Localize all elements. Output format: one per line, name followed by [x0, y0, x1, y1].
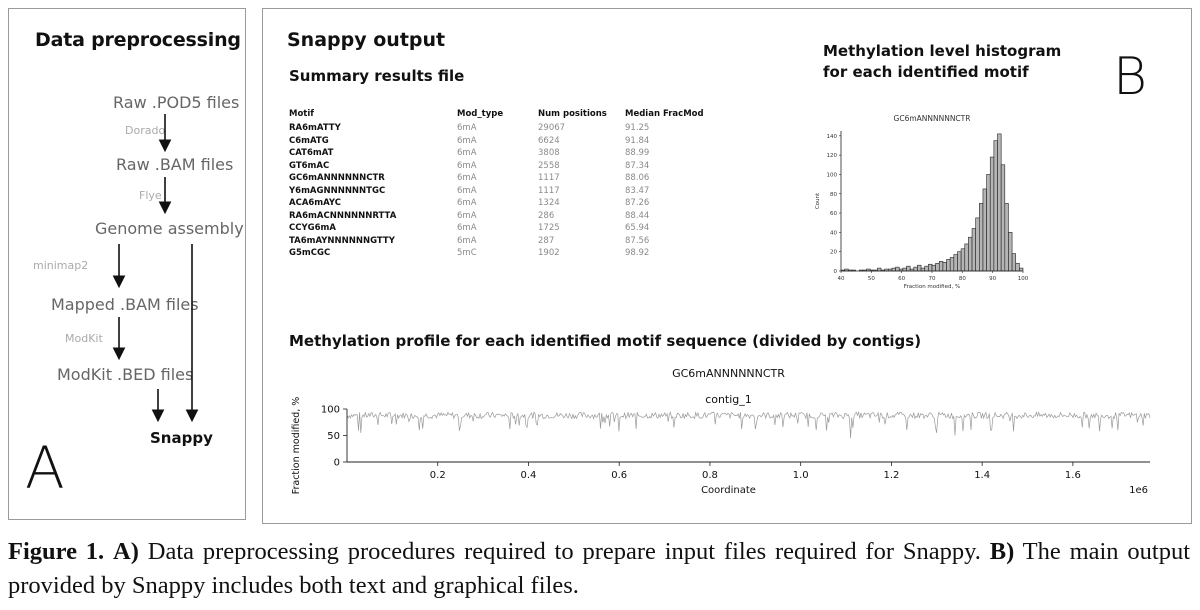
median-fracmod-cell: 98.92 [625, 248, 650, 259]
histogram-bar [921, 268, 925, 271]
histogram-title-line1: Methylation level histogram [823, 42, 1062, 60]
step-raw-pod5: Raw .POD5 files [113, 93, 240, 112]
panel-a [8, 8, 246, 520]
mod-type-cell: 5mC [457, 248, 477, 259]
table-row [289, 222, 705, 235]
histogram-y-tick-label: 60 [830, 211, 837, 218]
num-positions-cell: 1725 [538, 223, 560, 234]
num-positions-cell: 1324 [538, 198, 560, 209]
num-positions-cell: 1117 [538, 173, 560, 184]
profile-series-line [347, 412, 1150, 438]
step-mapped-bam: Mapped .BAM files [51, 295, 199, 314]
num-positions-cell: 3808 [538, 148, 560, 159]
num-positions-cell: 1117 [538, 185, 560, 196]
histogram-plot-title: GC6mANNNNNNCTR [893, 114, 971, 123]
median-fracmod-cell: 87.56 [625, 235, 650, 246]
histogram-y-tick-label: 80 [830, 191, 837, 198]
profile-x-scale-label: 1e6 [1129, 485, 1148, 496]
histogram-bar [943, 262, 947, 271]
histogram-bar [892, 268, 896, 271]
histogram-bar [976, 218, 980, 271]
histogram-bar [947, 259, 951, 271]
median-fracmod-cell: 87.34 [625, 160, 650, 171]
histogram-y-label: Count [815, 192, 821, 210]
profile-y-tick-label: 50 [327, 431, 340, 442]
histogram-bar [936, 263, 940, 271]
mod-type-cell: 6mA [457, 198, 477, 209]
mod-type-cell: 6mA [457, 135, 477, 146]
histogram-bar [990, 157, 994, 271]
motif-cell: TA6mAYNNNNNNGTTY [289, 235, 395, 246]
motif-cell: GT6mAC [289, 160, 330, 171]
histogram-y-tick-label: 100 [826, 172, 837, 179]
histogram-bar [1005, 203, 1009, 271]
histogram-bar [961, 249, 965, 271]
histogram-bar [932, 265, 936, 271]
histogram-bar [877, 268, 881, 271]
step-genome-assembly: Genome assembly [95, 219, 244, 238]
profile-plot-title: GC6mANNNNNNCTR [672, 367, 785, 380]
mod-type-cell: 6mA [457, 173, 477, 184]
col-header-median-fracmod: Median FracMod [625, 109, 704, 119]
num-positions-cell: 6624 [538, 135, 560, 146]
tool-flye: Flye [139, 189, 162, 202]
profile-chart [285, 361, 1165, 501]
caption-b-label: B) [989, 538, 1015, 565]
table-row [289, 160, 705, 173]
summary-title: Summary results file [289, 67, 465, 85]
mod-type-cell: 6mA [457, 160, 477, 171]
histogram-bar [965, 244, 969, 271]
motif-cell: GC6mANNNNNNCTR [289, 173, 385, 184]
caption-fig-label: Figure 1. [8, 538, 105, 565]
profile-plot-subtitle: contig_1 [705, 393, 752, 406]
median-fracmod-cell: 91.25 [625, 123, 650, 134]
profile-y-tick-label: 100 [320, 404, 340, 416]
histogram-x-tick-label: 100 [1017, 276, 1029, 282]
histogram-bar [954, 255, 958, 271]
histogram-bar [972, 229, 976, 271]
num-positions-cell: 2558 [538, 160, 560, 171]
profile-x-tick-label: 0.8 [701, 470, 718, 481]
histogram-bar [925, 266, 929, 271]
num-positions-cell: 286 [538, 210, 555, 221]
caption-a-label: A) [113, 538, 139, 565]
panel-a-title: Data preprocessing [35, 29, 241, 51]
motif-cell: RA6mACNNNNNNRTTA [289, 210, 397, 221]
tool-dorado: Dorado [125, 124, 166, 137]
mod-type-cell: 6mA [457, 235, 477, 246]
histogram-bar [917, 265, 921, 271]
histogram-x-tick-label: 80 [958, 276, 966, 282]
histogram-y-tick-label: 40 [830, 230, 837, 237]
histogram-x-tick-label: 90 [989, 276, 997, 282]
profile-x-label: Coordinate [701, 485, 756, 496]
histogram-bar [928, 264, 932, 271]
median-fracmod-cell: 65.94 [625, 223, 650, 234]
motif-cell: C6mATG [289, 135, 329, 146]
num-positions-cell: 29067 [538, 123, 566, 134]
mod-type-cell: 6mA [457, 185, 477, 196]
table-row [289, 172, 705, 185]
mod-type-cell: 6mA [457, 210, 477, 221]
flow-arrows [9, 9, 247, 521]
mod-type-cell: 6mA [457, 123, 477, 134]
profile-x-tick-label: 0.2 [429, 470, 446, 481]
profile-x-tick-label: 1.4 [974, 470, 991, 481]
histogram-y-tick-label: 120 [826, 153, 837, 160]
histogram-bar [914, 267, 918, 271]
step-modkit-bed: ModKit .BED files [57, 365, 194, 384]
histogram-bar [903, 268, 907, 271]
histogram-bar [998, 134, 1002, 271]
profile-x-tick-label: 1.0 [792, 470, 809, 481]
profile-title: Methylation profile for each identified motif sequence (divided by contigs) [289, 332, 922, 350]
summary-table [289, 109, 705, 260]
histogram-chart [803, 109, 1033, 294]
num-positions-cell: 287 [538, 235, 555, 246]
panel-a-letter: A [25, 434, 65, 502]
histogram-x-tick-label: 70 [928, 276, 936, 282]
caption-a-text: Data preprocessing procedures required to prepare input files required for Snappy. [138, 538, 990, 565]
histogram-bar [1008, 232, 1012, 271]
histogram-bar [907, 266, 911, 271]
histogram-title-line2: for each identified motif [823, 63, 1029, 81]
profile-y-label: Fraction modified, % [291, 396, 302, 495]
summary-header-row [289, 109, 705, 122]
median-fracmod-cell: 88.06 [625, 173, 650, 184]
step-snappy: Snappy [150, 429, 213, 447]
table-row [289, 185, 705, 198]
col-header-motif: Motif [289, 109, 314, 119]
tool-minimap: minimap2 [33, 259, 89, 272]
profile-x-tick-label: 0.6 [611, 470, 628, 481]
table-row [289, 247, 705, 260]
median-fracmod-cell: 91.84 [625, 135, 650, 146]
tool-modkit: ModKit [65, 332, 103, 345]
histogram-x-tick-label: 40 [837, 276, 845, 282]
histogram-bar [987, 174, 991, 271]
mod-type-cell: 6mA [457, 148, 477, 159]
caption-b-text: The main output provided by Snappy includes both text and graphical files. [8, 538, 1191, 599]
histogram-bar [1012, 254, 1016, 271]
motif-cell: ACA6mAYC [289, 198, 342, 209]
histogram-bar [1019, 268, 1023, 271]
histogram-bar [979, 203, 983, 271]
histogram-x-tick-label: 60 [898, 276, 906, 282]
median-fracmod-cell: 88.44 [625, 210, 650, 221]
histogram-bar [939, 261, 943, 271]
figure-caption [8, 535, 1190, 603]
median-fracmod-cell: 88.99 [625, 148, 650, 159]
profile-y-tick-label: 0 [333, 457, 340, 469]
histogram-bar [957, 252, 961, 271]
motif-cell: RA6mATTY [289, 123, 341, 134]
histogram-y-tick-label: 20 [830, 249, 837, 256]
histogram-bar [994, 141, 998, 271]
histogram-bar [1001, 165, 1005, 271]
table-row [289, 122, 705, 135]
table-row [289, 135, 705, 148]
median-fracmod-cell: 87.26 [625, 198, 650, 209]
histogram-bar [968, 237, 972, 271]
histogram-x-label: Fraction modified, % [903, 284, 961, 290]
profile-x-tick-label: 0.4 [520, 470, 537, 481]
motif-cell: CCYG6mA [289, 223, 336, 234]
num-positions-cell: 1902 [538, 248, 560, 259]
motif-cell: CAT6mAT [289, 148, 334, 159]
panel-b-letter: B [1113, 47, 1148, 107]
panel-b-title: Snappy output [287, 29, 446, 51]
histogram-x-tick-label: 50 [867, 276, 875, 282]
histogram-bar [950, 257, 954, 271]
step-raw-bam: Raw .BAM files [116, 155, 234, 174]
motif-cell: G5mCGC [289, 248, 331, 259]
histogram-bar [896, 267, 900, 271]
col-header-mod-type: Mod_type [457, 109, 504, 119]
mod-type-cell: 6mA [457, 223, 477, 234]
histogram-bar [1016, 263, 1020, 271]
profile-x-tick-label: 1.2 [883, 470, 900, 481]
col-header-num-positions: Num positions [538, 109, 607, 119]
panel-b [262, 8, 1192, 524]
motif-cell: Y6mAGNNNNNNTGC [289, 185, 386, 196]
profile-x-tick-label: 1.6 [1064, 470, 1081, 481]
table-row [289, 147, 705, 160]
histogram-y-tick-label: 0 [833, 269, 837, 275]
table-row [289, 235, 705, 248]
table-row [289, 210, 705, 223]
histogram-bar [983, 189, 987, 271]
histogram-title [823, 41, 1061, 83]
table-row [289, 197, 705, 210]
histogram-y-tick-label: 140 [826, 133, 837, 140]
median-fracmod-cell: 83.47 [625, 185, 650, 196]
